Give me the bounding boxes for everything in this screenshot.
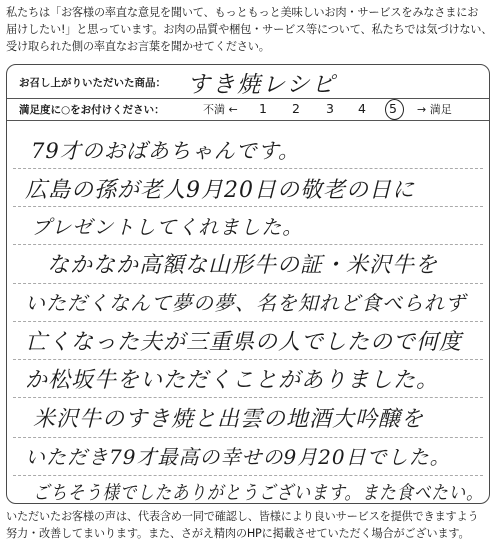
writing-rule bbox=[13, 359, 483, 361]
product-label: お召し上がりいただいた商品： bbox=[19, 77, 166, 89]
footer-line: 努力・改善してまいります。また、さがえ精肉のHPに掲載させていただく場合がございます。 bbox=[6, 527, 470, 540]
comment-line: 亡くなった夫が三重県の人でしたので何度 bbox=[25, 330, 463, 355]
writing-rule bbox=[13, 321, 483, 323]
intro-text bbox=[6, 4, 492, 55]
comment-line: 79才のおばあちゃんです。 bbox=[31, 139, 301, 163]
product-row bbox=[7, 65, 489, 99]
intro-line: 届けしたい!」と思っています。お肉の品質や梱包・サービス等について、私たちでは気づけない、 bbox=[6, 23, 493, 36]
comment-line: 米沢牛のすき焼と出雲の地酒大吟醸を bbox=[33, 407, 425, 432]
comment-line: プレゼントしてくれました。 bbox=[31, 215, 304, 239]
rating-option-4[interactable]: 4 bbox=[358, 101, 366, 116]
writing-rule bbox=[13, 206, 483, 208]
writing-rule bbox=[13, 283, 483, 285]
comment-line: なかなか高額な山形牛の証・米沢牛を bbox=[47, 253, 439, 278]
intro-line: 受け取られた側の率直なお言葉を聞かせてください。 bbox=[6, 40, 270, 53]
rating-option-1[interactable]: 1 bbox=[259, 101, 267, 116]
rating-label: 満足度に○をお付けください： bbox=[19, 104, 165, 116]
comment-line: ごちそう様でしたありがとうございます。また食べたい。 bbox=[33, 482, 484, 504]
footer-text bbox=[6, 508, 492, 542]
writing-rule bbox=[13, 168, 483, 170]
writing-rule bbox=[13, 475, 483, 477]
rating-high-label: → 満足 bbox=[417, 103, 452, 116]
comment-line: いただくなんて夢の夢、名を知れど食べられず bbox=[25, 291, 466, 315]
footer-line: いただいたお客様の声は、代表含め一同で確認し、皆様により良いサービスを提供できますよう bbox=[6, 510, 479, 523]
rating-option-5[interactable]: 5 bbox=[389, 101, 397, 116]
rating-option-3[interactable]: 3 bbox=[326, 101, 334, 116]
writing-rule bbox=[13, 397, 483, 399]
comment-line: いただき79才最高の幸せの9月20日でした。 bbox=[25, 445, 451, 469]
rating-option-2[interactable]: 2 bbox=[292, 101, 300, 116]
writing-rule bbox=[13, 244, 483, 246]
feedback-card bbox=[6, 64, 490, 504]
comment-line: 広島の孫が老人9月20日の敬老の日に bbox=[25, 178, 415, 203]
selected-rating-circle bbox=[385, 99, 404, 120]
rating-low-label: 不満 ← bbox=[203, 103, 238, 116]
writing-rule bbox=[13, 437, 483, 439]
rating-row bbox=[7, 98, 489, 121]
product-value: すき焼レシピ bbox=[187, 72, 337, 98]
comment-line: か松坂牛をいただくことがありました。 bbox=[25, 368, 440, 393]
intro-line: 私たちは「お客様の率直な意見を聞いて、もっともっと美味しいお肉・サービスをみなさまにお bbox=[6, 6, 479, 19]
